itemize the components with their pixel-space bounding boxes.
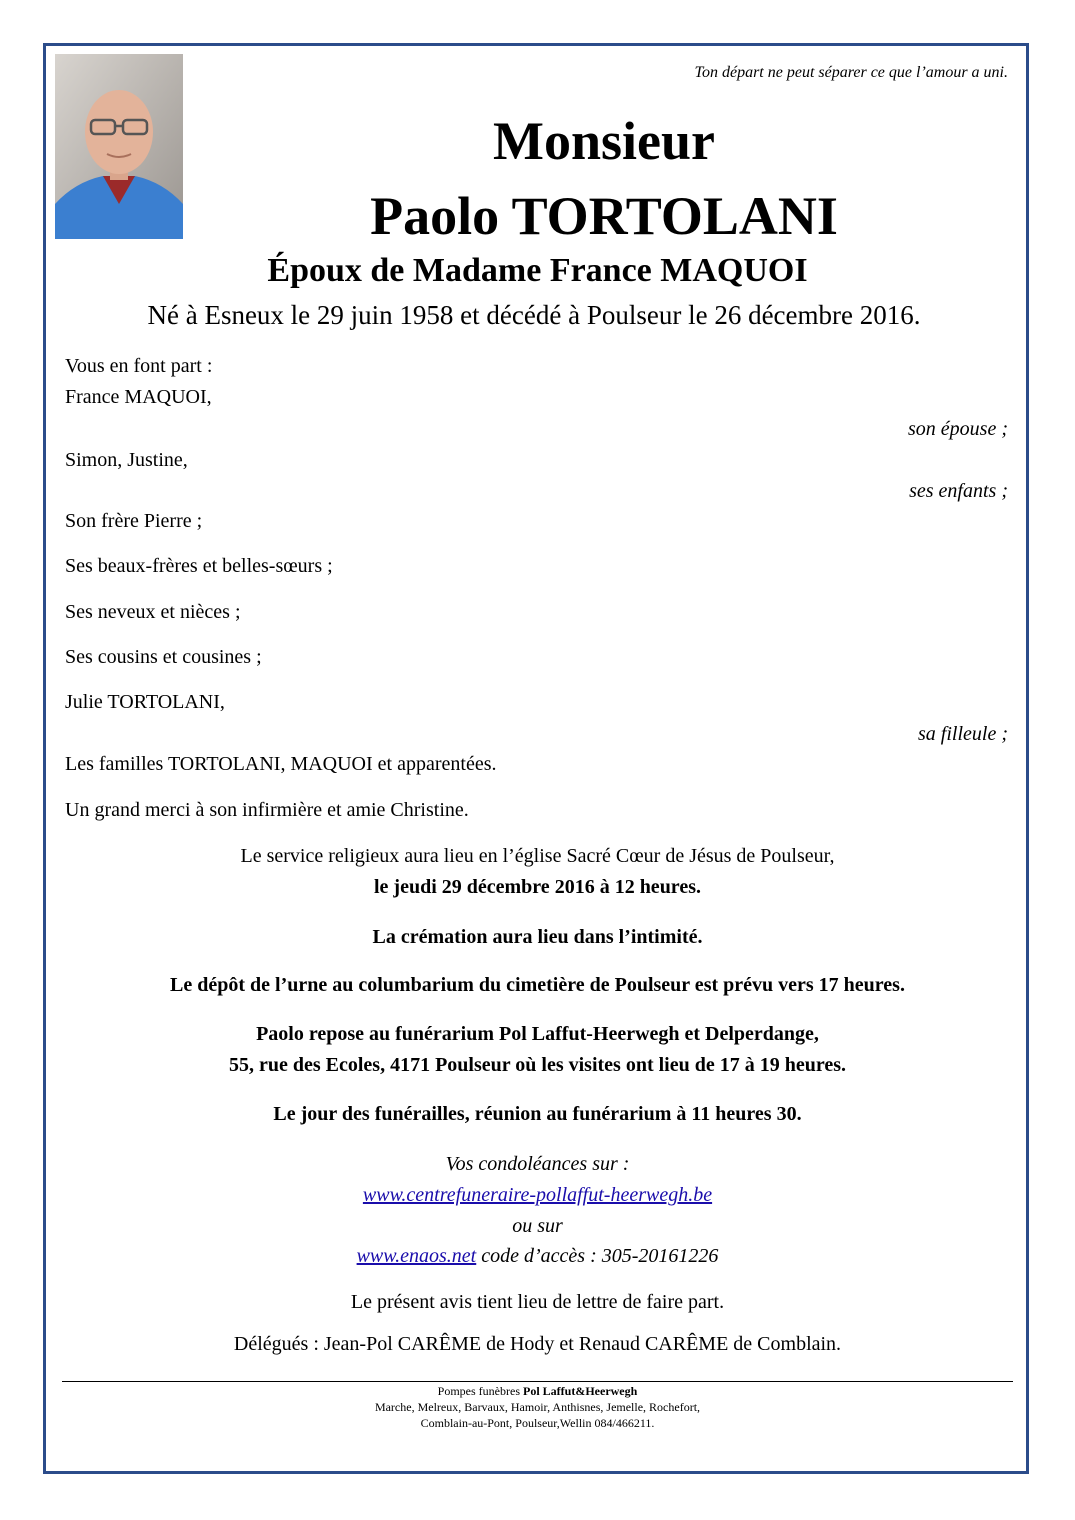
- family-intro: Vous en font part :: [65, 355, 213, 377]
- spouse-line: Époux de Madame France MAQUOI: [267, 252, 808, 289]
- brother-line: Son frère Pierre ;: [65, 510, 203, 532]
- goddaughter-relation: sa filleule ;: [918, 723, 1008, 745]
- wife-name: France MAQUOI,: [65, 386, 212, 408]
- service-location: Le service religieux aura lieu en l’église Sacré Cœur de Jésus de Poulseur,: [240, 845, 835, 867]
- footer-line-2: Marche, Melreux, Barvaux, Hamoir, Anthisnes, Jemelle, Rochefort,: [374, 1400, 701, 1414]
- children-names: Simon, Justine,: [65, 449, 188, 471]
- thanks-line: Un grand merci à son infirmière et amie Christine.: [65, 799, 469, 821]
- delegates-line: Délégués : Jean-Pol CARÊME de Hody et Renaud CARÊME de Comblain.: [233, 1333, 842, 1355]
- footer-divider: [62, 1381, 1013, 1382]
- families-line: Les familles TORTOLANI, MAQUOI et apparentées.: [65, 753, 497, 775]
- access-code: code d’accès : 305-20161226: [476, 1245, 719, 1267]
- footer-prefix: Pompes funèbres: [437, 1384, 523, 1398]
- deceased-title: Monsieur: [493, 111, 715, 171]
- condolences-line-2: [0, 1245, 1075, 1268]
- children-relation: ses enfants ;: [909, 480, 1008, 502]
- funerarium-line-1: Paolo repose au funérarium Pol Laffut-Heerwegh et Delperdange,: [256, 1023, 819, 1045]
- condolences-link-2[interactable]: www.enaos.net: [356, 1245, 477, 1267]
- deceased-name: Paolo TORTOLANI: [370, 186, 838, 246]
- condolences-intro: Vos condoléances sur :: [445, 1153, 630, 1175]
- condolences-or: ou sur: [512, 1215, 563, 1237]
- funerarium-line-2: 55, rue des Ecoles, 4171 Poulseur où les visites ont lieu de 17 à 19 heures.: [228, 1054, 847, 1076]
- footer-line-1: [0, 1384, 1075, 1399]
- wife-relation: son épouse ;: [908, 418, 1008, 440]
- cremation-line: La crémation aura lieu dans l’intimité.: [372, 926, 703, 948]
- goddaughter-name: Julie TORTOLANI,: [65, 691, 225, 713]
- footer-company: Pol Laffut&Heerwegh: [523, 1384, 638, 1398]
- nephews-line: Ses neveux et nièces ;: [65, 601, 241, 623]
- inlaws-line: Ses beaux-frères et belles-sœurs ;: [65, 555, 333, 577]
- urn-line: Le dépôt de l’urne au columbarium du cimetière de Poulseur est prévu vers 17 heures.: [170, 974, 905, 996]
- condolences-link-1[interactable]: www.centrefuneraire-pollaffut-heerwegh.be: [362, 1184, 713, 1206]
- cousins-line: Ses cousins et cousines ;: [65, 646, 262, 668]
- service-date: le jeudi 29 décembre 2016 à 12 heures.: [373, 876, 701, 898]
- meeting-line: Le jour des funérailles, réunion au funérarium à 11 heures 30.: [273, 1103, 802, 1125]
- footer-line-3: Comblain-au-Pont, Poulseur,Wellin 084/466211.: [420, 1416, 655, 1430]
- birth-death-line: Né à Esneux le 29 juin 1958 et décédé à Poulseur le 26 décembre 2016.: [147, 300, 921, 330]
- epigraph-quote: Ton départ ne peut séparer ce que l’amour a uni.: [694, 64, 1008, 81]
- notice-line: Le présent avis tient lieu de lettre de faire part.: [350, 1291, 725, 1313]
